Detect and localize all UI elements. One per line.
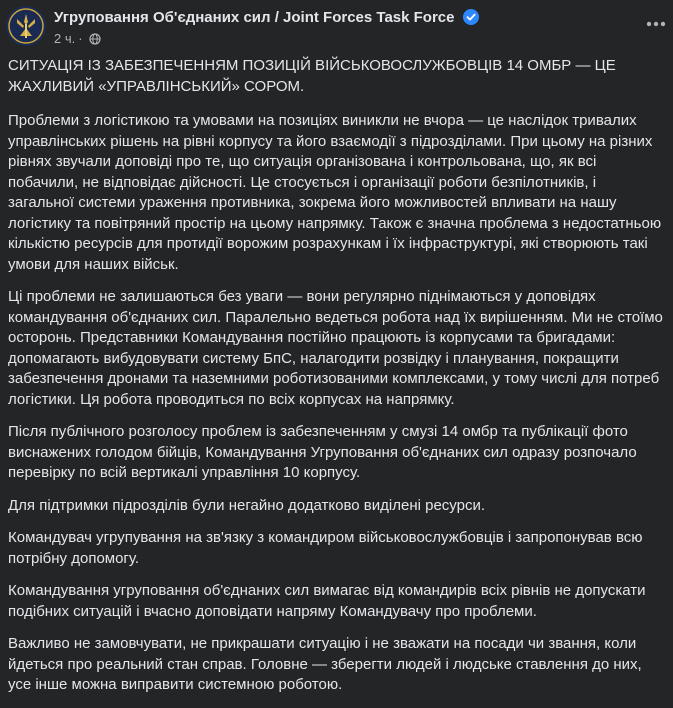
more-options-button[interactable] [640, 8, 672, 40]
post-paragraph: Командування угруповання об'єднаних сил вимагає від командирів всіх рівнів не допускати подібних ситуацій і вчасно доповідати напряму Командувачу про проблеми. [8, 582, 646, 620]
post-meta [54, 31, 101, 46]
post-headline: СИТУАЦІЯ ІЗ ЗАБЕЗПЕЧЕННЯМ ПОЗИЦІЙ ВІЙСЬКОВОСЛУЖБОВЦІВ 14 ОМБР — ЦЕ ЖАХЛИВИЙ «УПРАВЛІНСЬКИЙ» СОРОМ. [8, 57, 616, 95]
post-paragraph: Для підтримки підрозділів були негайно додатково виділені ресурси. [8, 496, 486, 514]
meta-separator: · [78, 31, 83, 46]
post-header [0, 0, 673, 52]
post-paragraph: Командувач угрупування на зв'язку з командиром військовослужбовців і запропонував всю потрібну допомогу. [8, 529, 643, 567]
more-options-icon [640, 8, 672, 40]
author-name[interactable]: Угруповання Об'єднаних сил / Joint Forces Task Force [54, 9, 455, 26]
page-avatar[interactable] [6, 6, 46, 46]
post-paragraph: Після публічного розголосу проблем із забезпеченням у смузі 14 омбр та публікації фото виснажених голодом бійців, Командування Угруповання об'єднаних сил одразу розпочало перевірку по всій вертикалі управління 10 корпусу. [8, 423, 637, 481]
post-timestamp[interactable]: 2 ч. [54, 31, 76, 46]
post-paragraph: Ці проблеми не залишаються без уваги — вони регулярно піднімаються у доповідях командування об'єднаних сил. Паралельно ведеться робота над їх вирішенням. Ми не стоїмо осторонь. Представники Командування постійно працюють із корпусами та бригадами: допомагають вибудовувати систему БпС, налагодити розвідку і планування, покращити забезпечення дронами та наземними роботизованими комплексами, у тому числі для потреб логістики. Ця робота проводиться по всіх корпусах на напрямку. [8, 288, 663, 408]
globe-icon [89, 33, 101, 45]
post-paragraph: Важливо не замовчувати, не прикрашати ситуацію і не зважати на посади чи звання, коли йдеться про реальний стан справ. Головне — зберегти людей і людське ставлення до них, усе інше можна виправити системною роботою. [8, 635, 642, 693]
verified-badge-icon [463, 9, 479, 25]
post-text [8, 56, 664, 708]
post-paragraph: Проблеми з логістикою та умовами на позиціях виникли не вчора — це наслідок тривалих управлінських рішень на рівні корпусу та його взаємодії з підрозділами. При цьому на різних рівнях звучали доповіді про те, що ситуація організована і контрольована, що, як всі побачили, не відповідає дійсності. Це стосується і організації роботи безпілотників, і загальної системи ураження противника, зокрема його можливостей впливати на нашу логістику та повітряний простір на цьому напрямку. Також є значна проблема з недостатньою кількістю ресурсів для протидії ворожим розрахункам і їх інфраструктурі, які створюють такі умови для наших військ. [8, 112, 662, 273]
author-line [54, 9, 479, 26]
emblem-icon [6, 6, 46, 46]
